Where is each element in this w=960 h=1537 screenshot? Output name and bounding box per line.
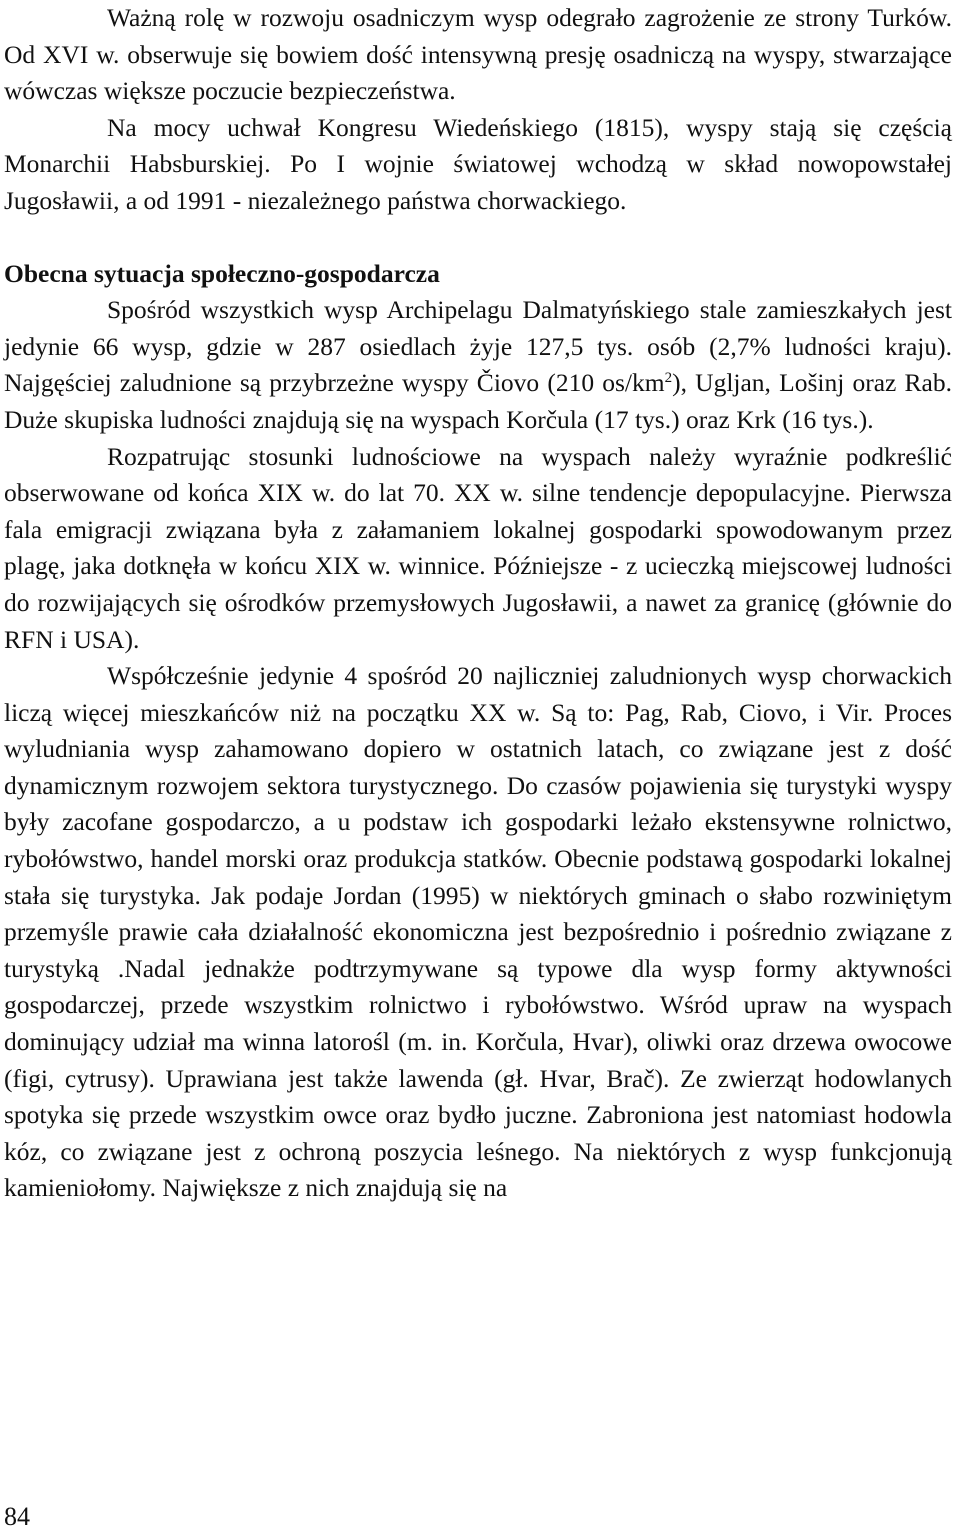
paragraph-congress-of-vienna: Na mocy uchwał Kongresu Wiedeńskiego (1815), wyspy stają się częścią Monarchii Habsburskiej. Po I wojnie światowej wchodzą w skład nowopowstałej Jugosławii, a od 1991 - niezależnego państwa chorwackiego. xyxy=(4,112,952,215)
document-page xyxy=(4,0,952,1207)
superscript-2: 2 xyxy=(664,370,673,387)
population-text-part2: ), Ugljan, Lošinj oraz Rab. Duże skupiska ludności znajdują się na wyspach Korčula (17 tys.) oraz Krk (16 tys.). xyxy=(4,368,952,434)
page-number: 84 xyxy=(4,1502,30,1531)
population-text-part1: Spośród wszystkich wysp Archipelagu Dalmatyńskiego stale zamieszkałych jest jedynie 66 wysp, gdzie w 287 osiedlach żyje 127,5 tys. osób (2,7% ludności kraju). Najgęściej zaludnione są przybrzeżne wyspy Čiovo (210 os/km xyxy=(4,295,952,398)
paragraph-population xyxy=(4,292,952,438)
paragraph-turkish-threat: Ważną rolę w rozwoju osadniczym wysp odegrało zagrożenie ze strony Turków. Od XVI w. obserwuje się bowiem dość intensywną presję osadniczą na wyspy, stwarzające wówczas większe poczucie bezpieczeństwa. xyxy=(4,3,952,106)
section-heading: Obecna sytuacja społeczno-gospodarcza xyxy=(4,258,440,288)
paragraph-economy: Współcześnie jedynie 4 spośród 20 najliczniej zaludnionych wysp chorwackich liczą więcej mieszkańców niż na początku XX w. Są to: Pag, Rab, Ciovo, i Vir. Proces wyludniania wysp zahamowano dopiero w ostatnich latach, co związane jest z dość dynamicznym rozwojem sektora turystycznego. Do czasów pojawienia się turystyki wyspy były zacofane gospodarczo, a u podstaw ich gospodarki leżało ekstensywne rolnictwo, rybołówstwo, handel morski oraz produkcja statków. Obecnie podstawą gospodarki lokalnej stała się turystyka. Jak podaje Jordan (1995) w niektórych gminach o słabo rozwiniętym przemyśle prawie cała działalność ekonomiczna jest bezpośrednio i pośrednio związane z turystyką .Nadal jednakże podtrzymywane są typowe dla wysp formy aktywności gospodarczej, przede wszystkim rolnictwo i rybołówstwo. Wśród upraw na wyspach dominujący udział ma winna latorośl (m. in. Korčula, Hvar), oliwki oraz drzewa owocowe (figi, cytrusy). Uprawiana jest także lawenda (gł. Hvar, Brač). Ze zwierząt hodowlanych spotyka się przede wszystkim owce oraz bydło juczne. Zabroniona jest natomiast hodowla kóz, co związane jest z ochroną poszycia leśnego. Na niektórych z wysp funkcjonują kamieniołomy. Największe z nich znajdują się na xyxy=(4,661,952,1203)
paragraph-depopulation: Rozpatrując stosunki ludnościowe na wyspach należy wyraźnie podkreślić obserwowane od końca XIX w. do lat 70. XX w. silne tendencje depopulacyjne. Pierwsza fala emigracji związana była z załamaniem lokalnej gospodarki spowodowanym przez plagę, jaka dotknęła w końcu XIX w. winnice. Późniejsze - z ucieczką miejscowej ludności do rozwijających się ośrodków przemysłowych Jugosławii, a nawet za granicę (głównie do RFN i USA). xyxy=(4,441,952,654)
